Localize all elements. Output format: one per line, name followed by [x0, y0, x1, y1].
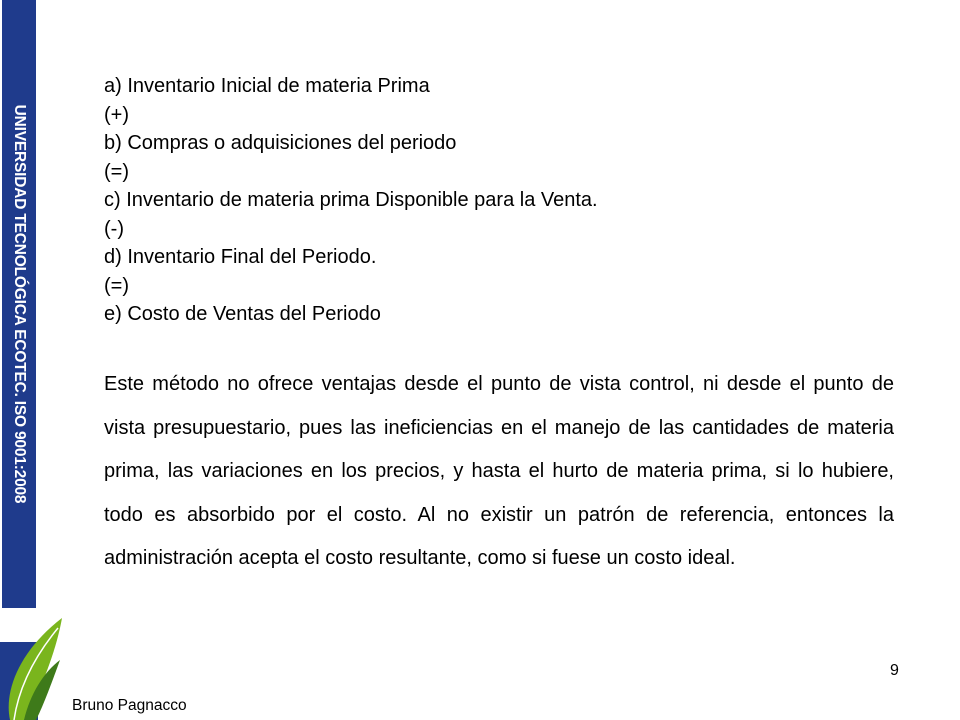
formula-operator: (=): [104, 160, 129, 183]
formula-operator: (-): [104, 217, 124, 240]
author-name: Bruno Pagnacco: [72, 697, 187, 714]
page-number: 9: [890, 662, 899, 679]
formula-line: b) Compras o adquisiciones del periodo: [104, 132, 457, 154]
formula-line: c) Inventario de materia prima Disponible para la Venta.: [104, 189, 598, 211]
sidebar: [0, 0, 64, 608]
formula-line: d) Inventario Final del Periodo.: [104, 246, 377, 268]
formula-line: a) Inventario Inicial de materia Prima: [104, 75, 430, 97]
formula-list: [104, 72, 924, 329]
institution-label: UNIVERSIDAD TECNOLÓGICA ECOTEC. ISO 9001:2008: [11, 104, 28, 504]
formula-operator: (+): [104, 103, 129, 126]
ecotec-leaf-logo-icon: [0, 612, 72, 720]
formula-operator: (=): [104, 274, 129, 297]
body-paragraph: Este método no ofrece ventajas desde el punto de vista control, ni desde el punto de vista presupuestario, pues las ineficiencias en el manejo de las cantidades de materia prima, las variaciones en los precios, y hasta el hurto de materia prima, si lo hubiere, todo es absorbido por el costo. Al no existir un patrón de referencia, entonces la administración acepta el costo resultante, como si fuese un costo ideal.: [104, 373, 894, 569]
formula-line: e) Costo de Ventas del Periodo: [104, 303, 381, 325]
